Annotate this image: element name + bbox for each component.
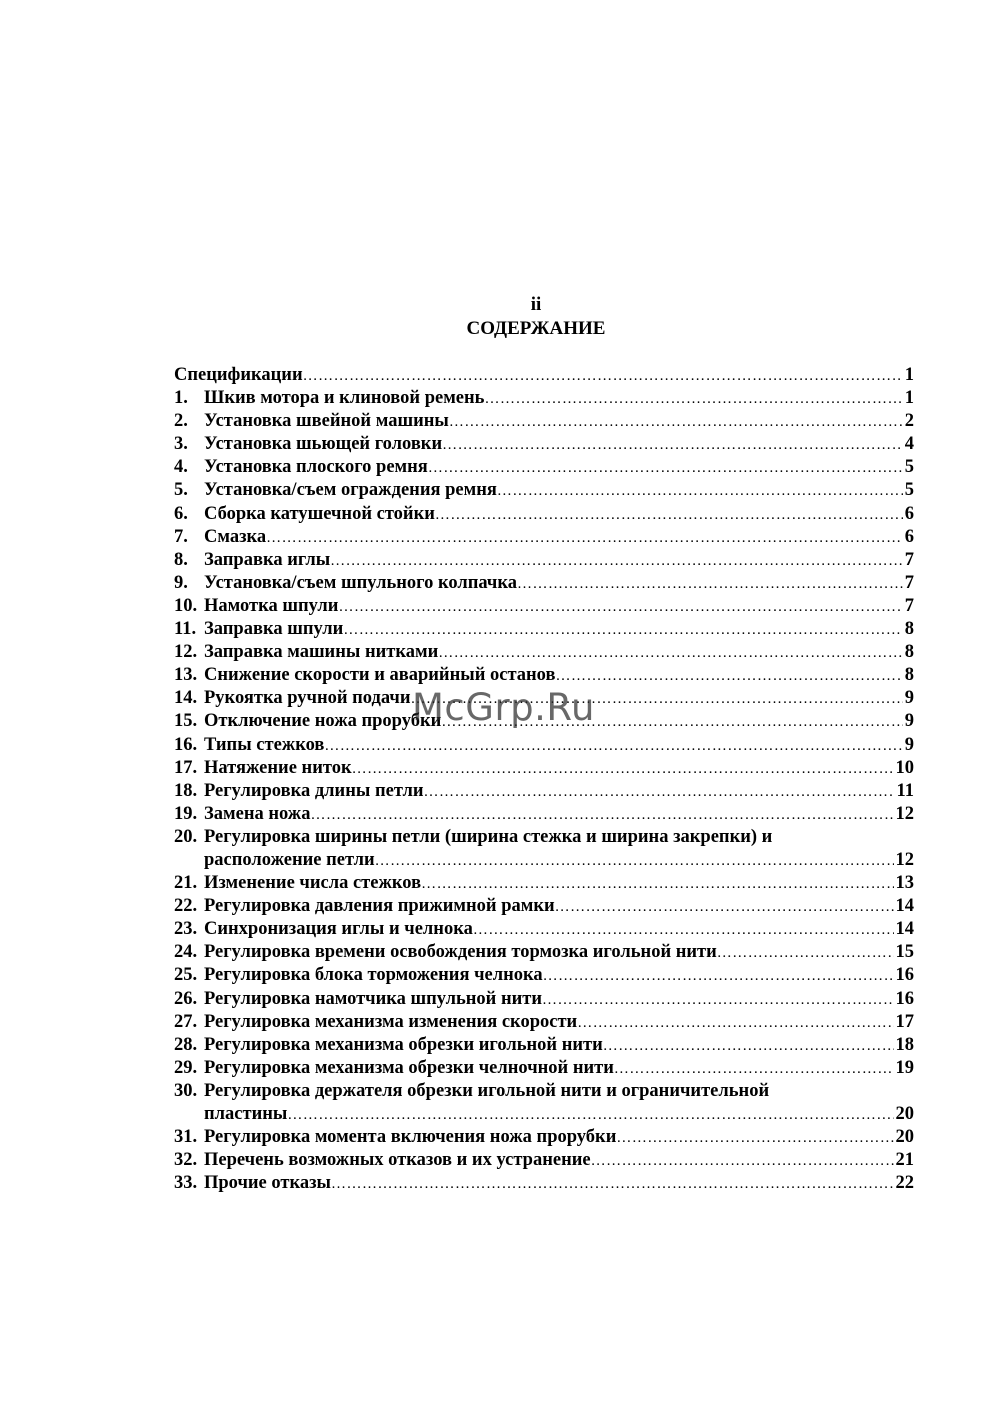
toc-entry-number: 27. xyxy=(174,1011,198,1032)
toc-entry xyxy=(174,803,914,826)
toc-entry-title: Регулировка времени освобождения тормозка игольной нити xyxy=(204,942,717,963)
toc-entry xyxy=(174,364,914,387)
toc-entry-page: 14 xyxy=(895,919,914,940)
toc-leader-dots xyxy=(555,896,894,919)
toc-leader-dots xyxy=(484,388,902,411)
toc-entry-page: 17 xyxy=(895,1011,914,1032)
toc-entry xyxy=(174,641,914,664)
toc-leader-dots xyxy=(330,550,903,573)
toc-leader-dots xyxy=(338,596,902,619)
toc-entry xyxy=(174,479,914,502)
toc-entry-page: 2 xyxy=(904,411,914,432)
toc-entry-number: 2. xyxy=(174,411,188,432)
toc-entry-title: Регулировка длины петли xyxy=(204,780,424,801)
toc-entry-title: Регулировка ширины петли (ширина стежка и ширина закрепки) и xyxy=(204,826,773,847)
page-title: СОДЕРЖАНИЕ xyxy=(466,318,606,339)
toc-leader-dots xyxy=(449,411,903,434)
toc-entry-title: Заправка машины нитками xyxy=(204,642,439,663)
toc-entry-title: Шкив мотора и клиновой ремень xyxy=(204,388,485,409)
toc-leader-dots xyxy=(303,365,903,388)
toc-entry-continuation xyxy=(174,1103,914,1126)
toc-entry-number: 21. xyxy=(174,873,198,894)
toc-leader-dots xyxy=(343,619,902,642)
toc-entry-page: 12 xyxy=(895,849,914,870)
toc-entry-title-cont: расположение петли xyxy=(204,849,375,870)
toc-entry-page: 20 xyxy=(895,1104,914,1124)
toc-entry xyxy=(174,456,914,479)
toc-entry-title: Установка плоского ремня xyxy=(204,457,428,478)
toc-entry xyxy=(174,572,914,595)
toc-entry-number: 22. xyxy=(174,896,198,917)
toc-entry-page: 13 xyxy=(895,873,914,894)
toc-entry xyxy=(174,1172,914,1195)
toc-entry xyxy=(174,526,914,549)
toc-entry-page: 5 xyxy=(904,457,914,478)
toc-leader-dots xyxy=(375,850,894,873)
toc-entry-title: Сборка катушечной стойки xyxy=(204,503,435,524)
toc-entry-number: 26. xyxy=(174,988,198,1009)
toc-leader-dots xyxy=(442,434,903,457)
toc-entry-page: 12 xyxy=(895,803,914,824)
toc-entry-number: 4. xyxy=(174,457,188,478)
toc-leader-dots xyxy=(473,919,894,942)
toc-entry xyxy=(174,1126,914,1149)
toc-entry-page: 5 xyxy=(904,480,914,501)
toc-leader-dots xyxy=(614,1058,894,1081)
toc-entry-page: 9 xyxy=(904,688,914,709)
toc-entry xyxy=(174,410,914,433)
toc-leader-dots xyxy=(423,781,894,804)
toc-leader-dots xyxy=(542,989,893,1012)
toc-entry-page: 18 xyxy=(895,1034,914,1055)
toc-entry-page: 8 xyxy=(904,642,914,663)
toc-entry-page: 22 xyxy=(895,1173,914,1194)
toc-entry-title: Перечень возможных отказов и их устранение xyxy=(204,1150,591,1171)
toc-entry-number: 23. xyxy=(174,919,198,940)
toc-entry-title: Синхронизация иглы и челнока xyxy=(204,919,473,940)
toc-leader-dots xyxy=(591,1150,894,1173)
table-of-contents xyxy=(174,364,914,1195)
toc-entry-page: 16 xyxy=(895,965,914,986)
toc-entry-number: 10. xyxy=(174,595,198,616)
toc-entry xyxy=(174,826,914,849)
toc-leader-dots xyxy=(331,1173,894,1196)
toc-entry-title: Снижение скорости и аварийный останов xyxy=(204,665,556,686)
toc-entry-page: 6 xyxy=(904,503,914,524)
toc-entry xyxy=(174,895,914,918)
toc-entry xyxy=(174,1080,914,1103)
toc-leader-dots xyxy=(577,1012,893,1035)
toc-entry-number: 15. xyxy=(174,711,198,732)
toc-entry xyxy=(174,1057,914,1080)
toc-entry-number: 33. xyxy=(174,1173,198,1194)
toc-entry xyxy=(174,1034,914,1057)
toc-leader-dots xyxy=(497,480,903,503)
toc-entry-title: Прочие отказы xyxy=(204,1173,331,1194)
toc-leader-dots xyxy=(266,527,903,550)
toc-entry-number: 1. xyxy=(174,388,188,409)
toc-leader-dots xyxy=(421,873,893,896)
toc-entry-title: Рукоятка ручной подачи xyxy=(204,688,411,709)
toc-entry-page: 10 xyxy=(895,757,914,778)
toc-entry xyxy=(174,618,914,641)
toc-entry-title: Спецификации xyxy=(174,365,303,385)
toc-leader-dots xyxy=(428,457,903,480)
toc-entry xyxy=(174,387,914,410)
toc-entry-title: Регулировка механизма изменения скорости xyxy=(204,1011,578,1032)
toc-leader-dots xyxy=(555,665,902,688)
toc-entry-title: Установка шьющей головки xyxy=(204,434,443,455)
page-number: ii xyxy=(530,294,542,315)
toc-entry-page: 14 xyxy=(895,896,914,917)
toc-entry xyxy=(174,941,914,964)
toc-entry-number: 7. xyxy=(174,526,188,547)
toc-entry xyxy=(174,757,914,780)
toc-entry-number: 19. xyxy=(174,803,198,824)
toc-entry-continuation xyxy=(174,849,914,872)
toc-entry-number: 14. xyxy=(174,688,198,709)
toc-leader-dots xyxy=(517,573,903,596)
toc-entry-number: 13. xyxy=(174,665,198,686)
toc-entry-page: 16 xyxy=(895,988,914,1009)
toc-entry-number: 29. xyxy=(174,1057,198,1078)
toc-entry-page: 1 xyxy=(904,365,914,385)
toc-entry-page: 19 xyxy=(895,1057,914,1078)
toc-entry-page: 21 xyxy=(895,1150,914,1171)
toc-entry-title: Регулировка механизма обрезки челночной нити xyxy=(204,1057,614,1078)
toc-leader-dots xyxy=(438,642,903,665)
toc-entry-number: 16. xyxy=(174,734,198,755)
toc-entry-number: 30. xyxy=(174,1080,198,1101)
toc-entry-page: 20 xyxy=(895,1127,914,1148)
toc-leader-dots xyxy=(717,942,894,965)
toc-leader-dots xyxy=(310,804,893,827)
toc-entry-title: Регулировка давления прижимной рамки xyxy=(204,896,555,917)
toc-entry-number: 6. xyxy=(174,503,188,524)
toc-entry xyxy=(174,595,914,618)
toc-leader-dots xyxy=(287,1104,893,1127)
toc-entry-page: 8 xyxy=(904,619,914,640)
toc-entry xyxy=(174,1149,914,1172)
toc-entry-title: Установка/съем шпульного колпачка xyxy=(204,572,517,593)
toc-leader-dots xyxy=(352,758,894,781)
toc-entry-title: Регулировка механизма обрезки игольной нити xyxy=(204,1034,603,1055)
toc-leader-dots xyxy=(603,1035,894,1058)
toc-entry-title: Заправка шпули xyxy=(204,619,344,640)
toc-entry-title: Натяжение ниток xyxy=(204,757,352,778)
toc-entry-title: Изменение числа стежков xyxy=(204,873,422,894)
toc-entry-title: Отключение ножа прорубки xyxy=(204,711,442,732)
toc-entry-number: 3. xyxy=(174,434,188,455)
toc-leader-dots xyxy=(435,504,903,527)
toc-entry-page: 6 xyxy=(904,526,914,547)
toc-entry-page: 8 xyxy=(904,665,914,686)
toc-entry-page: 7 xyxy=(904,595,914,616)
toc-entry xyxy=(174,664,914,687)
toc-entry-number: 20. xyxy=(174,826,198,847)
toc-leader-dots xyxy=(543,965,894,988)
toc-entry-page: 7 xyxy=(904,572,914,593)
toc-entry-page: 1 xyxy=(904,388,914,409)
toc-entry-page: 7 xyxy=(904,549,914,570)
toc-entry-number: 31. xyxy=(174,1127,198,1148)
toc-entry-number: 9. xyxy=(174,572,188,593)
toc-entry-page: 11 xyxy=(896,780,914,801)
toc-entry-number: 12. xyxy=(174,642,198,663)
toc-entry xyxy=(174,872,914,895)
toc-entry-number: 32. xyxy=(174,1150,198,1171)
toc-entry-number: 11. xyxy=(174,619,197,640)
watermark: McGrp.Ru xyxy=(412,686,595,729)
toc-entry xyxy=(174,964,914,987)
toc-entry xyxy=(174,780,914,803)
toc-entry-title-cont: пластины xyxy=(204,1104,288,1124)
toc-entry-title: Установка швейной машины xyxy=(204,411,449,432)
toc-entry-page: 9 xyxy=(904,711,914,732)
toc-entry xyxy=(174,433,914,456)
toc-entry-number: 17. xyxy=(174,757,198,778)
toc-entry-title: Смазка xyxy=(204,526,267,547)
toc-entry-page: 9 xyxy=(904,734,914,755)
toc-entry-title: Регулировка намотчика шпульной нити xyxy=(204,988,543,1009)
toc-entry xyxy=(174,549,914,572)
toc-entry-number: 24. xyxy=(174,942,198,963)
toc-entry-title: Регулировка момента включения ножа прорубки xyxy=(204,1127,617,1148)
toc-leader-dots xyxy=(324,735,902,758)
toc-entry-number: 28. xyxy=(174,1034,198,1055)
toc-entry-number: 25. xyxy=(174,965,198,986)
toc-leader-dots xyxy=(616,1127,893,1150)
toc-entry-title: Установка/съем ограждения ремня xyxy=(204,480,497,501)
toc-entry xyxy=(174,988,914,1011)
toc-entry-number: 8. xyxy=(174,549,188,570)
toc-entry-title: Типы стежков xyxy=(204,734,325,755)
toc-entry-number: 18. xyxy=(174,780,198,801)
toc-entry xyxy=(174,1011,914,1034)
toc-entry-title: Заправка иглы xyxy=(204,549,331,570)
toc-entry-title: Замена ножа xyxy=(204,803,311,824)
toc-entry-title: Намотка шпули xyxy=(204,595,339,616)
toc-entry xyxy=(174,734,914,757)
toc-entry xyxy=(174,503,914,526)
toc-entry-title: Регулировка блока торможения челнока xyxy=(204,965,543,986)
toc-entry-title: Регулировка держателя обрезки игольной нити и ограничительной xyxy=(204,1080,770,1101)
toc-entry-number: 5. xyxy=(174,480,188,501)
toc-entry xyxy=(174,918,914,941)
toc-entry-page: 15 xyxy=(895,942,914,963)
toc-entry-page: 4 xyxy=(904,434,914,455)
